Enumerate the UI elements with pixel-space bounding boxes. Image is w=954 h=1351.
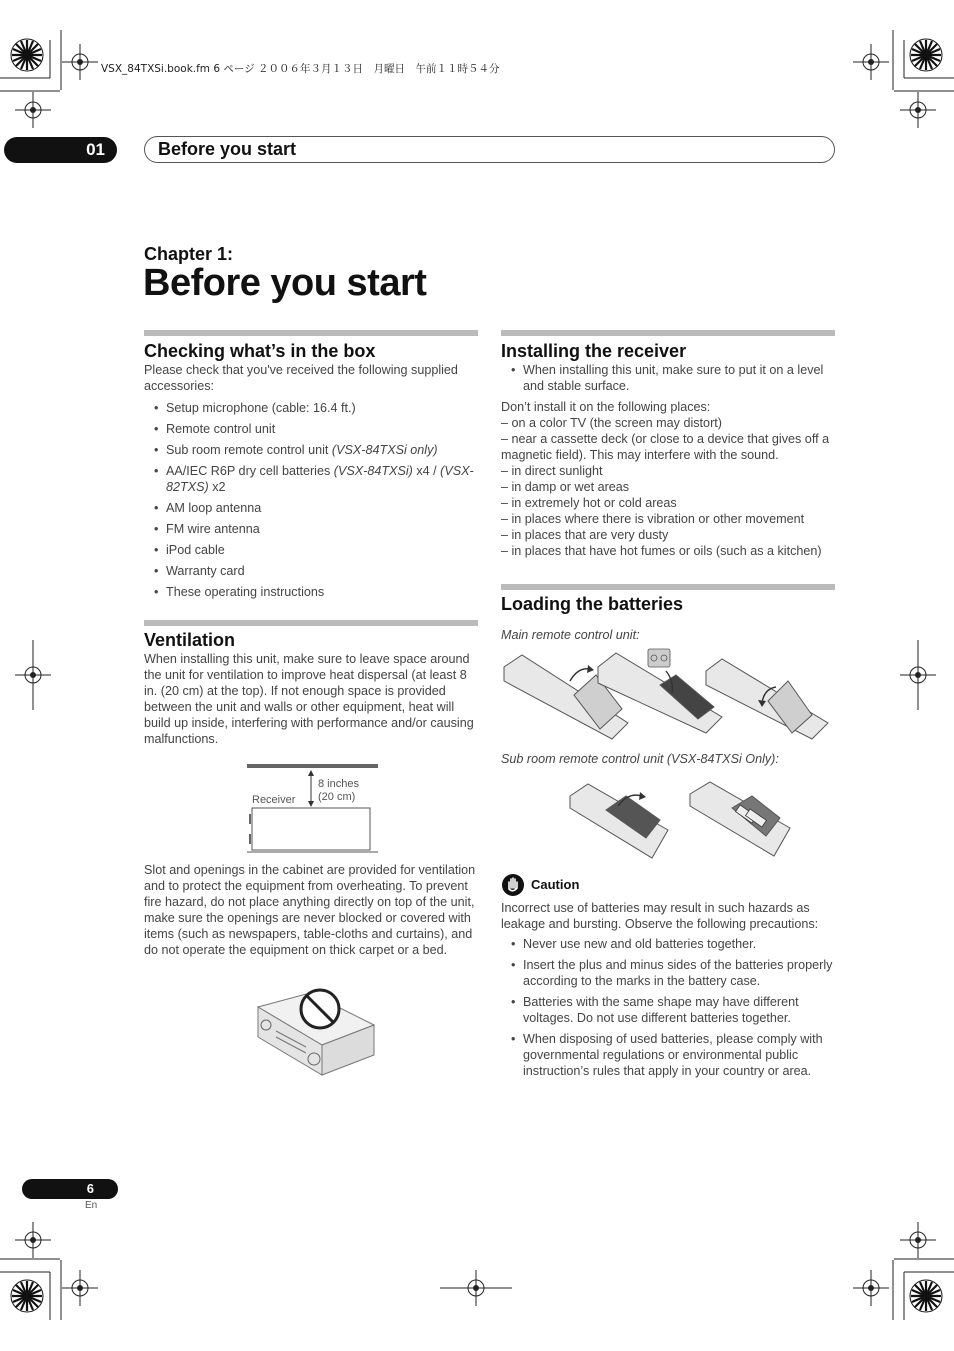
list-item-text: Never use new and old batteries together. [523,937,757,951]
list-item-text: When installing this unit, make sure to put it on a level and stable surface. [523,363,824,393]
section-divider [501,584,835,590]
list-item-text: These operating instructions [166,585,325,599]
section-ventilation [144,630,478,747]
list-item [144,521,478,537]
list-item-text: Insert the plus and minus sides of the batteries properly according to the marks in the battery case. [523,958,833,988]
ventilation-paragraph: When installing this unit, make sure to leave space around the unit for ventilation to improve heat dispersal (at least 8 in. (20 cm) at the top). If not enough space is provided between the unit and walls or other equipment, heat will build up inside, interfering with performance and/or causing malfunctions. [144,652,474,746]
page-title: Before you start [143,262,427,304]
section-installing [501,341,837,559]
list-item-text: When disposing of used batteries, please comply with governmental regulations or environmental public instruction’s rules that apply in your country or area. [523,1032,823,1078]
section-heading: Checking what’s in the box [144,341,376,361]
model-note: (VSX-82TXS) [166,464,474,494]
list-item: – in damp or wet areas [501,480,630,494]
section-divider [144,330,478,336]
chapter-label: Chapter 1: [144,244,234,264]
fig-label-receiver: Receiver [252,794,296,806]
section-divider [144,620,478,626]
list-item-text: FM wire antenna [166,522,260,536]
fig-label-cm: (20 cm) [318,791,356,803]
list-item-text: Remote control unit [166,422,276,436]
list-item [144,500,478,516]
ventilation-paragraph-2: Slot and openings in the cabinet are provided for ventilation and to protect the equipment from overheating. To prevent fire hazard, do not place anything directly on top of the unit, make sure the openings are never blocked or covered with items (such as newspapers, table-cloths and curtains), and do not operate the equipment on thick carpet or a bed. [144,863,476,957]
caution-section [501,900,837,1084]
section-heading: Ventilation [144,630,236,650]
sub-remote-battery-illustration [566,778,796,862]
list-item-text: Batteries with the same shape may have different voltages. Do not use different batteries together. [523,995,799,1025]
chapter-tab-title: Before you start [144,136,835,163]
section-heading: Loading the batteries [501,594,684,614]
list-item [501,362,837,394]
list-item: – in direct sunlight [501,464,603,478]
list-item [144,421,478,437]
list-item-text: Warranty card [166,564,245,578]
unsuitable-places-list [501,399,837,559]
places-intro: Don’t install it on the following places: [501,400,711,414]
list-item [144,584,478,600]
list-item [144,400,478,416]
list-item [501,936,837,952]
caution-hand-icon [501,873,525,897]
fig-label-inches: 8 inches [318,778,359,790]
list-item-text: Sub room remote control unit [166,443,332,457]
list-item [144,542,478,558]
list-item: – in places that have hot fumes or oils (such as a kitchen) [501,544,822,558]
sub-remote-caption: Sub room remote control unit (VSX-84TXSi Only): [501,752,779,766]
list-item [501,957,837,989]
list-item: – in places that are very dusty [501,528,669,542]
caution-title: Caution [531,877,580,892]
list-item-text: x4 / [412,464,441,478]
box-intro: Please check that you've received the following supplied accessories: [144,363,458,393]
file-header-line: VSX_84TXSi.book.fm 6 ページ ２００６年３月１３日 月曜日 午前１１時５４分 [101,63,500,75]
section-box [144,341,478,605]
list-item-text: AA/IEC R6P dry cell batteries [166,464,334,478]
section-heading: Installing the receiver [501,341,687,361]
main-remote-caption: Main remote control unit: [501,628,640,642]
main-remote-battery-illustration [500,645,834,745]
list-item [144,463,478,495]
list-item [501,1031,837,1079]
page-number: 6 [22,1179,118,1199]
section-divider [501,330,835,336]
installing-bullets [501,362,837,394]
list-item-text: iPod cable [166,543,225,557]
list-item-text: AM loop antenna [166,501,262,515]
model-note: (VSX-84TXSi) [333,464,413,478]
list-item: – on a color TV (the screen may distort) [501,416,722,430]
receiver-warning-illustration [250,985,380,1080]
page-language: En [85,1200,98,1211]
list-item: – near a cassette deck (or close to a device that gives off a magnetic field). This may interfere with the sound. [501,432,830,462]
list-item-text: Setup microphone (cable: 16.4 ft.) [166,401,356,415]
list-item [144,442,478,458]
model-note: (VSX-84TXSi only) [331,443,438,457]
list-item: – in extremely hot or cold areas [501,496,677,510]
list-item: – in places where there is vibration or other movement [501,512,805,526]
list-item [144,563,478,579]
section-batteries [501,594,835,643]
list-item [501,994,837,1026]
caution-list [501,936,837,1079]
list-item-text: x2 [208,480,226,494]
ventilation-diagram [244,762,384,856]
caution-intro: Incorrect use of batteries may result in such hazards as leakage and bursting. Observe the following precautions: [501,901,819,931]
accessory-list [144,400,478,600]
chapter-tab-number: 01 [4,137,117,163]
